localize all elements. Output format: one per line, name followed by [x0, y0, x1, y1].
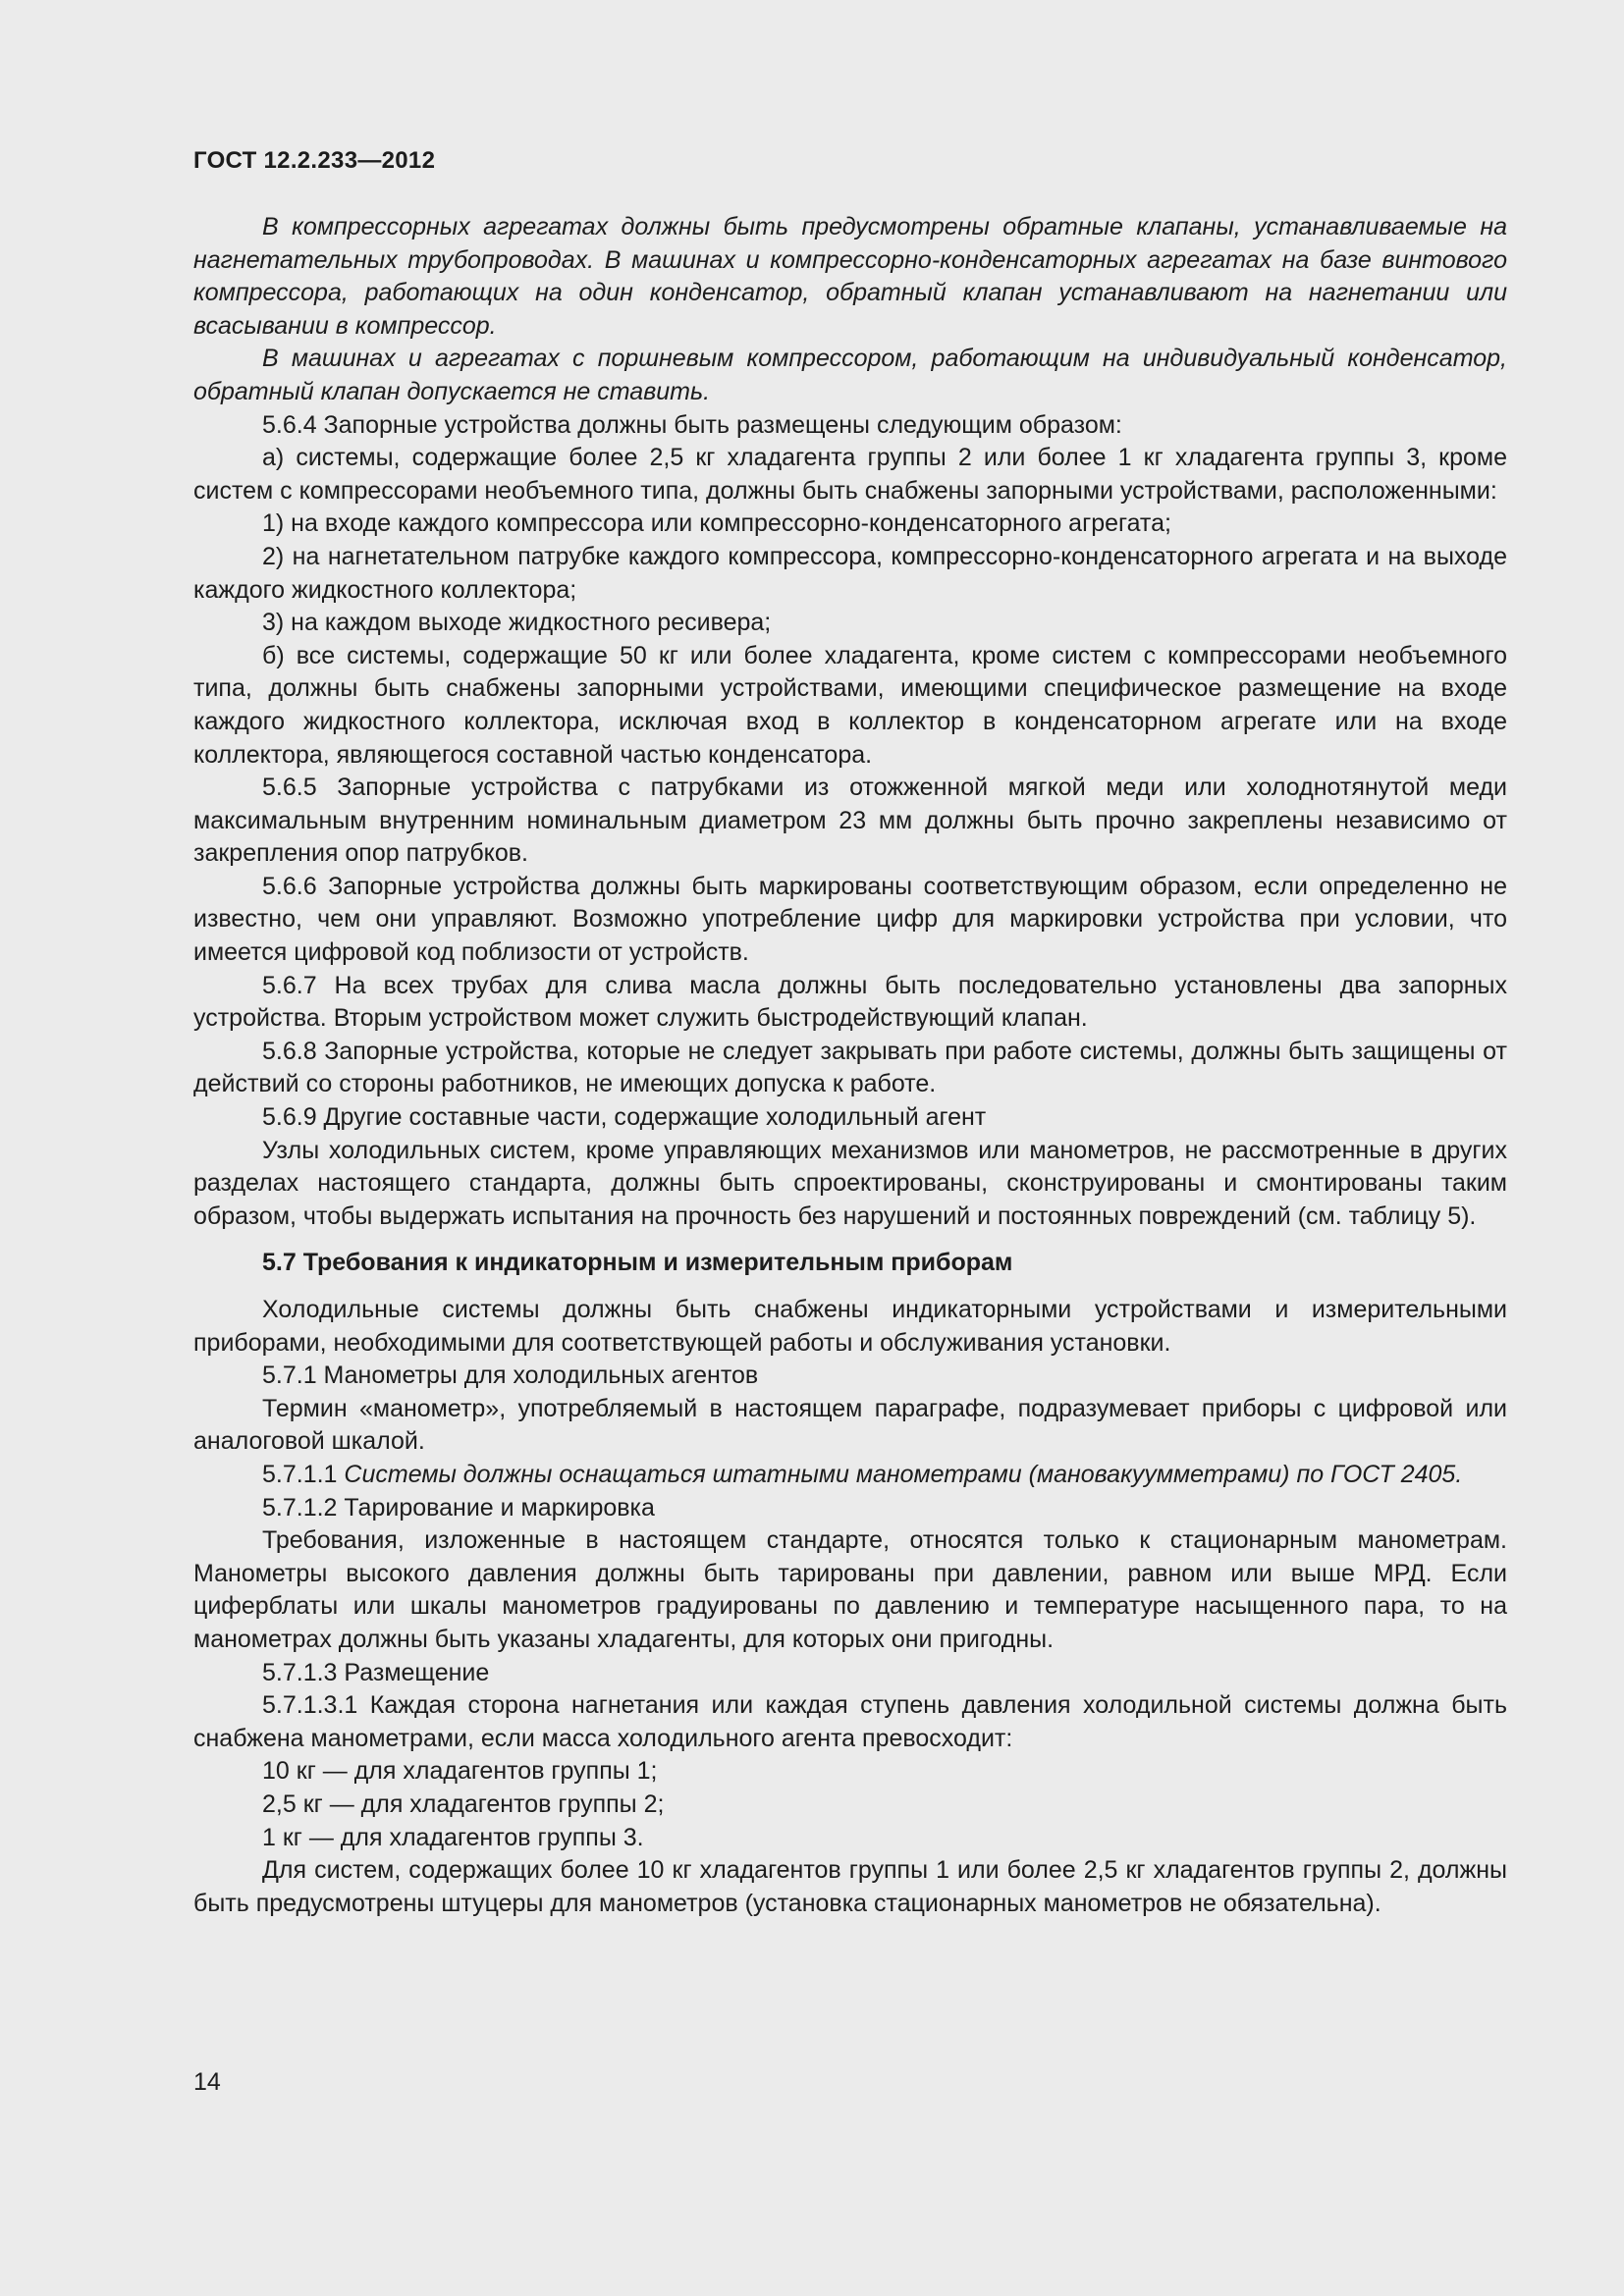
paragraph: Требования, изложенные в настоящем стандарте, относятся только к стационарным манометрам. Манометры высокого давления должны быть тарированы при давлении, равном или выше МРД. Если циферблаты или шкалы манометров градуированы по давлению и температуре насыщенного пара, то на манометрах должны быть указаны хладагенты, для которых они пригодны.	[193, 1526, 1507, 1653]
document-header: ГОСТ 12.2.233—2012	[193, 147, 436, 174]
clause-number: 5.7.1.1	[262, 1460, 345, 1488]
list-item-3: 3) на каждом выходе жидкостного ресивера;	[262, 609, 772, 637]
paragraph-group-after-section	[193, 1294, 1507, 1920]
paragraph: Узлы холодильных систем, кроме управляющих механизмов или манометров, не рассмотренные в других разделах настоящего стандарта, должны быть спроектированы, сконструированы и смонтированы таким образом, чтобы выдержать испытания на прочность без нарушений и постоянных повреждений (см. таблицу 5).	[193, 1136, 1507, 1230]
paragraph: В компрессорных агрегатах должны быть предусмотрены обратные клапаны, устанавливаемые на нагнетательных трубопроводах. В машинах и компрессорно-конденсаторных агрегатах на базе винтового компрессора, работающих на один конденсатор, обратный клапан устанавливают на нагнетании или всасывании в компрессор.	[193, 213, 1507, 340]
list-item-1: 1) на входе каждого компрессора или компрессорно-конденсаторного агрегата;	[262, 509, 1171, 538]
clause-5-7-1-3: 5.7.1.3 Размещение	[262, 1658, 490, 1686]
clause-5-6-8: 5.6.8 Запорные устройства, которые не следует закрывать при работе системы, должны быть защищены от действий со стороны работников, не имеющих допуска к работе.	[193, 1037, 1507, 1098]
section-heading-5-7: 5.7 Требования к индикаторным и измерительным приборам	[262, 1249, 1013, 1277]
clause-5-6-9: 5.6.9 Другие составные части, содержащие холодильный агент	[262, 1103, 987, 1132]
page-number: 14	[193, 2068, 221, 2096]
clause-5-7-1-1	[193, 1459, 1507, 1492]
list-item: 10 кг — для хладагентов группы 1;	[262, 1757, 658, 1786]
paragraph: Термин «манометр», употребляемый в настоящем параграфе, подразумевает приборы с цифровой или аналоговой шкалой.	[193, 1394, 1507, 1456]
paragraph: Для систем, содержащих более 10 кг хладагентов группы 1 или более 2,5 кг хладагентов группы 2, должны быть предусмотрены штуцеры для манометров (установка стационарных манометров не обязательна).	[193, 1856, 1507, 1917]
clause-5-6-7: 5.6.7 На всех трубах для слива масла должны быть последовательно установлены два запорных устройства. Вторым устройством может служить быстродействующий клапан.	[193, 971, 1507, 1033]
document-body	[193, 211, 1507, 1920]
list-item-b: б) все системы, содержащие 50 кг или более хладагента, кроме систем с компрессорами необъемного типа, должны быть снабжены запорными устройствами, имеющими специфическое размещение на входе каждого жидкостного коллектора, исключая вход в коллектор в конденсаторном агрегате или на входе коллектора, являющегося составной частью конденсатора.	[193, 641, 1507, 769]
clause-5-7-1-3-1: 5.7.1.3.1 Каждая сторона нагнетания или каждая ступень давления холодильной системы должна быть снабжена манометрами, если масса холодильного агента превосходит:	[193, 1691, 1507, 1752]
clause-5-6-6: 5.6.6 Запорные устройства должны быть маркированы соответствующим образом, если определенно не известно, чем они управляют. Возможно употребление цифр для маркировки устройства при условии, что имеется цифровой код поблизости от устройств.	[193, 872, 1507, 967]
clause-text: Системы должны оснащаться штатными манометрами (мановакуумметрами) по ГОСТ 2405.	[344, 1460, 1463, 1488]
paragraph-group-before-section	[193, 211, 1507, 1233]
clause-5-6-5: 5.6.5 Запорные устройства с патрубками из отожженной мягкой меди или холоднотянутой меди максимальным внутренним номинальным диаметром 23 мм должны быть прочно закреплены независимо от закрепления опор патрубков.	[193, 774, 1507, 868]
list-item: 1 кг — для хладагентов группы 3.	[262, 1823, 644, 1851]
clause-5-7-1: 5.7.1 Манометры для холодильных агентов	[262, 1362, 759, 1390]
list-item-a: а) системы, содержащие более 2,5 кг хладагента группы 2 или более 1 кг хладагента группы 3, кроме систем с компрессорами необъемного типа, должны быть снабжены запорными устройствами, расположенными:	[193, 444, 1507, 505]
paragraph: Холодильные системы должны быть снабжены индикаторными устройствами и измерительными приборами, необходимыми для соответствующей работы и обслуживания установки.	[193, 1296, 1507, 1357]
clause-5-6-4: 5.6.4 Запорные устройства должны быть размещены следующим образом:	[262, 410, 1122, 439]
list-item-2: 2) на нагнетательном патрубке каждого компрессора, компрессорно-конденсаторного агрегата и на выходе каждого жидкостного коллектора;	[193, 542, 1507, 604]
paragraph: В машинах и агрегатах с поршневым компрессором, работающим на индивидуальный конденсатор, обратный клапан допускается не ставить.	[193, 345, 1507, 405]
clause-5-7-1-2: 5.7.1.2 Тарирование и маркировка	[262, 1493, 655, 1522]
list-item: 2,5 кг — для хладагентов группы 2;	[262, 1789, 665, 1818]
